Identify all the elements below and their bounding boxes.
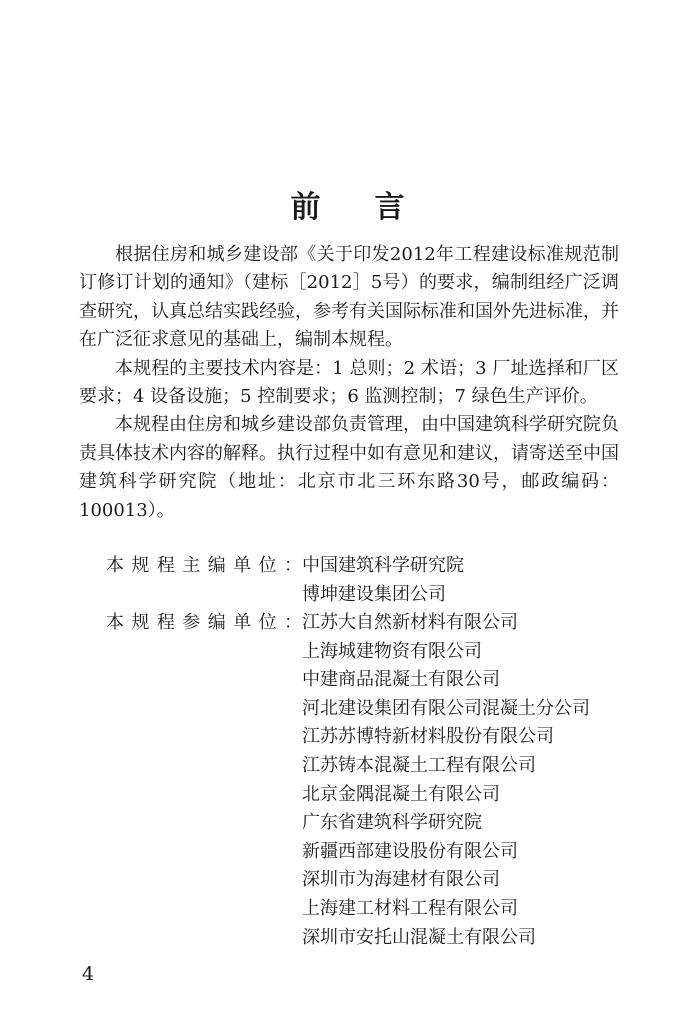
preface-paragraph-management: 本规程由住房和城乡建设部负责管理，由中国建筑科学研究院负责具体技术内容的解释。执行过程中如有意见和建议，请寄送至中国建筑科学研究院（地址：北京市北三环东路30号，邮政编码：100013）。 [79,414,619,521]
preface-paragraph-contents: 本规程的主要技术内容是：1 总则；2 术语；3 厂址选择和厂区要求；4 设备设施；5 控制要求；6 监测控制；7 绿色生产评价。 [79,357,619,408]
participating-unit-item: 深圳市安托山混凝土有限公司 [302,926,536,948]
participating-unit-item: 河北建设集团有限公司混凝土分公司 [302,697,590,719]
participating-unit-item: 江苏铸本混凝土工程有限公司 [302,754,536,776]
participating-unit-item: 江苏苏博特新材料股份有限公司 [302,726,554,748]
participating-unit-item: 深圳市为海建材有限公司 [302,869,500,891]
participating-unit-item: 新疆西部建设股份有限公司 [302,840,518,862]
chief-units-label: 本规程主编单位： [106,555,302,576]
page-title: 前言 [290,190,459,226]
participating-units-block [106,609,590,952]
preface-paragraph-basis: 根据住房和城乡建设部《关于印发2012年工程建设标准规范制订修订计划的通知》（建标［2012］5号）的要求，编制组经广泛调查研究，认真总结实践经验，参考有关国际标准和国外先进标准，并在广泛征求意见的基础上，编制本规程。 [79,244,619,351]
participating-unit-item: 江苏大自然新材料有限公司 [302,612,518,633]
page-number: 4 [82,963,95,985]
chief-unit-item: 博坤建设集团公司 [302,583,446,605]
participating-unit-item: 北京金隅混凝土有限公司 [302,783,500,805]
participating-units-label: 本规程参编单位： [106,612,302,633]
participating-unit-item: 中建商品混凝土有限公司 [302,669,500,691]
participating-units-list [302,609,590,952]
participating-unit-item: 上海城建物资有限公司 [302,640,482,662]
participating-unit-item: 广东省建筑科学研究院 [302,812,482,834]
participating-unit-item: 上海建工材料工程有限公司 [302,897,518,919]
preface-body [79,241,619,525]
chief-units-list [302,552,464,609]
chief-unit-item: 中国建筑科学研究院 [302,555,464,576]
chief-units-block [106,552,464,609]
